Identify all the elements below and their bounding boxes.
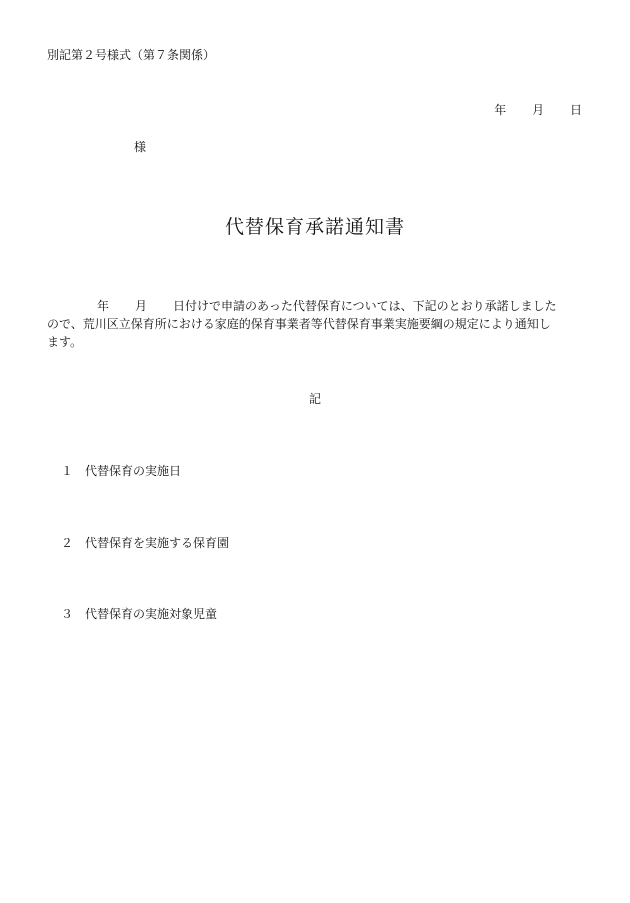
list-item [61, 605, 217, 622]
body-line-3: ます。 [47, 335, 83, 349]
date-line [494, 103, 582, 117]
ki-heading: 記 [308, 392, 321, 406]
item-text: 代替保育の実施対象児童 [85, 607, 218, 621]
date-month-label: 月 [532, 103, 545, 117]
item-text: 代替保育を実施する保育園 [85, 536, 230, 550]
list-item [61, 534, 229, 551]
date-year-label: 年 [494, 103, 507, 117]
addressee-honorific: 様 [134, 140, 147, 154]
item-number: ３ [61, 607, 74, 621]
body-line-1-text: 日付けで申請のあった代替保育については、下記のとおり承諾しました [173, 299, 557, 313]
document-title: 代替保育承諾通知書 [224, 216, 405, 238]
body-line-2: ので、荒川区立保育所における家庭的保育事業者等代替保育事業実施要綱の規定により通知し [47, 317, 551, 331]
body-year-label: 年 [97, 299, 110, 313]
date-day-label: 日 [569, 103, 582, 117]
body-month-label: 月 [135, 299, 148, 313]
item-text: 代替保育の実施日 [85, 464, 182, 478]
body-paragraph [47, 297, 582, 351]
item-number: ２ [61, 536, 74, 550]
body-line-1 [47, 297, 582, 315]
form-label: 別記第２号様式（第７条関係） [47, 48, 216, 62]
item-number: １ [61, 464, 74, 478]
list-item [61, 462, 181, 479]
